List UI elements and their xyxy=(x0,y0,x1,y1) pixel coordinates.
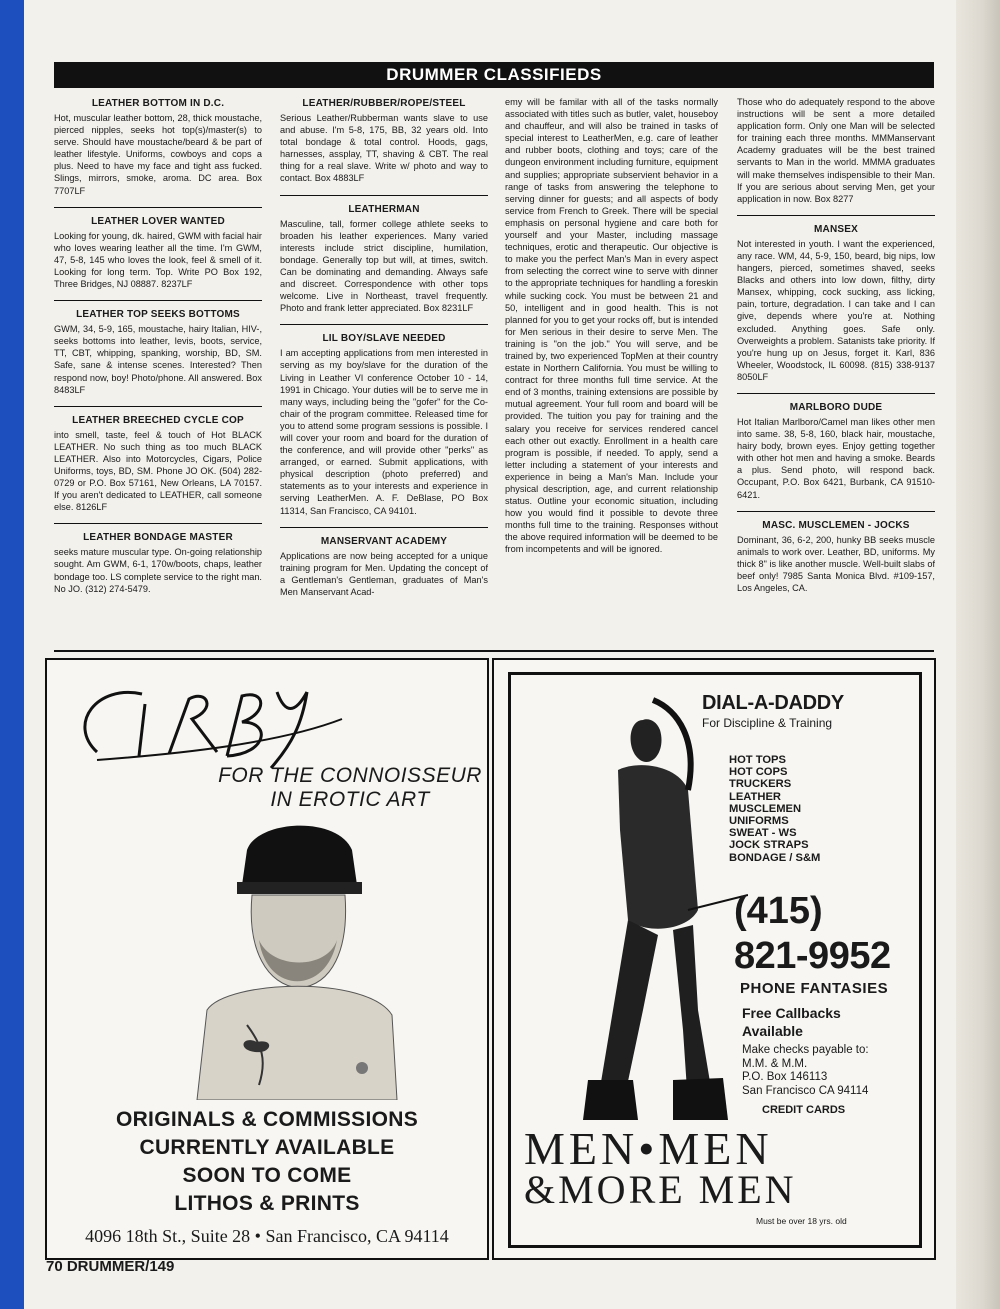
service-item: JOCK STRAPS xyxy=(729,839,809,852)
ad-separator xyxy=(280,527,488,528)
leatherman-illustration xyxy=(187,810,407,1100)
ad-separator xyxy=(54,300,262,301)
service-item: LEATHER xyxy=(729,790,781,803)
service-item: HOT TOPS xyxy=(729,754,786,766)
column-3 xyxy=(505,96,718,644)
phone-fantasies-label: PHONE FANTASIES xyxy=(740,980,889,997)
ad-body: GWM, 34, 5-9, 165, moustache, hairy Italian, HIV-, seeks bottoms into leather, levis, boots, service, TT, CBT, whipping, spanking, worship, BD, SM. Safe, sane & intense scenes. Interested? Then respond now, boy! Photo/phone. All answered. Box 8483LF xyxy=(54,324,262,395)
ad-body: Those who do adequately respond to the above instructions will be sent a more detailed application form. Only one Man will be selected for training each three months. MMManservant Academy graduates will be the best trained servants to Man in the world. MMMA graduates will make themselves indispensible to their Man. If you are serious about serving Men, get your application in now. Box 8277 xyxy=(737,97,935,204)
age-notice: Must be over 18 yrs. old xyxy=(756,1216,847,1226)
cirby-address: 4096 18th St., Suite 28 • San Francisco, CA 94114 xyxy=(85,1226,449,1246)
classified-ad xyxy=(737,511,935,594)
ad-title: LEATHER BOTTOM IN D.C. xyxy=(91,98,225,109)
section-divider xyxy=(54,650,934,652)
ad-body: Hot, muscular leather bottom, 28, thick moustache, pierced nipples, seeks hot top(s)/master(s) to serve. Should have moustache/beard & be part of leather lifestyle. Uniforms, cowboys and cops a plus. Need to have my face and tight ass fucked. Slings, mirrors, smoke, aroma. DC area. Box 7707LF xyxy=(54,113,262,196)
ad-body: seeks mature muscular type. On-going relationship sought. Am GWM, 6-1, 170w/boots, chaps, leather bondage too. LS complete service to the right man. No JO. (312) 274-5479. xyxy=(54,547,262,594)
ad-separator xyxy=(737,511,935,512)
ad-separator xyxy=(737,215,935,216)
ad-separator xyxy=(54,207,262,208)
ad-body: Applications are now being accepted for a unique training program for Men. Updating the concept of a Gentleman's Gentleman, graduates of Man's Men Manservant Acad- xyxy=(280,550,488,597)
classified-ad xyxy=(280,527,488,598)
cirby-line-3: SOON TO COME xyxy=(182,1164,352,1187)
ad-body: Masculine, tall, former college athlete seeks to broaden his leather experiences. Many varied interests include strict discipline, humilation, bondage. Generally top but will, at times, switch. Can be dominating and demanding. Always safe and discreet. Correspondence with other tops welcome. Live in Northeast, travel frequently. Photo and frank letter appreciated. Box 8231LF xyxy=(280,218,488,314)
phone-number: 821-9952 xyxy=(734,935,891,977)
classified-ad xyxy=(54,406,262,514)
classified-ad xyxy=(54,300,262,396)
ad-body: Dominant, 36, 6-2, 200, hunky BB seeks muscle animals to work over. Leather, BD, uniforms. My thick 8" is like another muscle. Well-built slabs of beef only! 7985 Santa Monica Blvd. #109-157, Los Angeles, CA. xyxy=(737,534,935,593)
column-4 xyxy=(737,96,935,644)
classified-ad xyxy=(505,96,718,556)
ad-body: emy will be familar with all of the tasks normally associated with titles such as butler, valet, houseboy and chauffeur, and will also be trained in tasks of special interest to LeatherMen, e.g. care of leather and rubber boots, clothing and toys; care of the dungeon environment including furniture, equipment and supplies; appropriate subservient behavior in a range of tasks from answering the telephone to serving dinner for guests; and all aspects of body service from French to Greek. There will be special emphasis on personal hygiene and care both for yourself and your Master, including massage techniques, erotic and therapeutic. Our objective is to make you the perfect Man's Man in every aspect from selecting the correct wine to serve with dinner to the appropriate techniques for handling a foreskin while sucking cock. You must be between 21 and 50, intelligent and in good health. This is not planned for you to get your rocks off, but is intended for Men serious in their desire to serve Men. The training is "on the job." You will serve, and be trained by, two experienced TopMen at their country estate in Northern California. You must be willing to contract for three months full time service. At the end of 3 months, training extensions are possible by mutual agreement. Your full room and board will be provided. The tuition you pay for training and the salary you receive for services rendered cancel each other out exactly. Enrollment in a health care program is possible, if needed. To apply, send a letter including a statement of your interests and experience in being a Man's Man. Include your physical description, age, and current relationship status. Outline your economic situation, including how you would find it possible to devote three months full time to the training. Responses without the above required information will be deemed to be from incompetents and will be ignored. xyxy=(505,97,718,555)
ad-body: Not interested in youth. I want the experienced, any race. WM, 44, 5-9, 150, beard, big nips, low hangers, pierced, sometimes shaved, seeks Blacks and others into low down, filthy, dirty Mansex, whipping, cock sucking, ass licking, pain, torture, degradation. I can take and I can give, depends where you're at. Nothing excluded. Anything goes. Safe only. Overweights a problem. Satanists take priority. If you're hung up on Jesus, forget it. Karl, 836 Wheeler, Woodstock, IL 60098. (815) 338-9137 8050LF xyxy=(737,238,935,382)
dial-a-daddy-subtitle: For Discipline & Training xyxy=(702,716,833,730)
ad-title: LIL BOY/SLAVE NEEDED xyxy=(322,333,446,345)
ad-separator xyxy=(54,406,262,407)
classified-ad xyxy=(280,324,488,516)
service-item: BONDAGE / S&M xyxy=(729,851,821,864)
area-code: (415) xyxy=(734,890,823,932)
ad-title: MANSEX xyxy=(814,223,858,235)
ad-title: MARLBORO DUDE xyxy=(789,401,883,413)
dial-a-daddy-advertisement xyxy=(492,658,936,1260)
ad-body: into smell, taste, feel & touch of Hot BLACK LEATHER. No such thing as too much BLACK LEATHER. Also into Motorcycles, Cigars, Police Uniforms, toys, BD, SM. Phone JO OK. (504) 282-0729 or P.O. Box 57161, New Orleans, LA 70157. If you aren't dedicated to LEATHER, call someone else. 8126LF xyxy=(54,429,262,513)
services-list xyxy=(729,754,820,864)
cirby-tagline-2: IN EROTIC ART xyxy=(270,788,430,811)
ad-title: MANSERVANT ACADEMY xyxy=(320,535,448,547)
classified-ad xyxy=(54,523,262,594)
ad-title: LEATHER BREECHED CYCLE COP xyxy=(72,414,244,426)
classified-ad xyxy=(280,195,488,315)
service-item: TRUCKERS xyxy=(729,778,792,791)
column-2 xyxy=(280,96,488,644)
ad-body: Serious Leather/Rubberman wants slave to use and abuse. I'm 5-8, 175, BB, 32 years old. Into total bondage & total control. Hoods, gags, harnesses, assplay, TT, shaving & CBT. The real thing for a real slave. Write w/ photo and way to contact. Box 4883LF xyxy=(280,113,488,184)
classified-ad xyxy=(54,98,262,197)
ad-separator xyxy=(280,195,488,196)
page-right-edge xyxy=(956,0,1000,1309)
free-callbacks xyxy=(742,1004,841,1040)
cirby-line-4: LITHOS & PRINTS xyxy=(174,1192,360,1215)
dial-a-daddy-title: DIAL-A-DADDY xyxy=(702,692,844,714)
credit-cards-label: CREDIT CARDS xyxy=(762,1104,846,1116)
men-men-brand: MEN•MEN xyxy=(524,1123,773,1174)
classified-ad xyxy=(737,393,935,501)
classifieds-header: DRUMMER CLASSIFIEDS xyxy=(54,62,934,88)
ad-separator xyxy=(737,393,935,394)
cirby-line-2: CURRENTLY AVAILABLE xyxy=(139,1136,395,1159)
cirby-line-1: ORIGINALS & COMMISSIONS xyxy=(115,1108,419,1131)
cirby-signature-logo xyxy=(57,664,357,774)
page-left-edge xyxy=(0,0,24,1309)
man-with-whip-photo xyxy=(548,680,748,1140)
free-callbacks-line-2: Available xyxy=(742,1023,803,1039)
checks-line: M.M. & M.M. xyxy=(742,1057,808,1070)
column-1 xyxy=(54,96,262,644)
classified-ad xyxy=(54,207,262,290)
more-men-brand: &MORE MEN xyxy=(524,1167,797,1212)
page-footer: 70 DRUMMER/149 xyxy=(46,1258,175,1275)
ad-title: LEATHERMAN xyxy=(348,203,420,215)
service-item: SWEAT - WS xyxy=(729,827,797,840)
free-callbacks-line-1: Free Callbacks xyxy=(742,1005,841,1021)
checks-line: P.O. Box 146113 xyxy=(742,1071,828,1083)
ad-body: I am accepting applications from men interested in serving as my boy/slave for the duration of the Living in Leather VI conference October 10 - 14, 1991 in Chicago. Your duties will be to serve me in many ways, including being the "gofer" for the Co-chair of the program committee. Released time for you to attend some program sessions is possible. I will cover your room and board for the duration of the conference, and will provide other "perks" as arranged, or earned. Submit applications, with physical description (photo preferred) and statements as to your interests and experience in serving LeatherMen. A. F. DeBlase, PO Box 11314, San Francisco, CA 94101. xyxy=(280,348,488,516)
classified-ad xyxy=(737,215,935,383)
ad-title: LEATHER BONDAGE MASTER xyxy=(83,532,233,544)
service-item: HOT COPS xyxy=(729,766,788,779)
classifieds-columns xyxy=(54,96,934,644)
ad-body: Hot Italian Marlboro/Camel man likes other men into same. 38, 5-8, 160, black hair, moustache, hairy body, brown eyes. Enjoy getting together with other hot men and having a smoke. Beards a plus. Send photo, will respond back. Occupant, P.O. Box 6421, Burbank, CA 91510-6421. xyxy=(737,416,935,500)
ad-title: MASC. MUSCLEMEN - JOCKS xyxy=(762,519,910,531)
ad-title: LEATHER TOP SEEKS BOTTOMS xyxy=(76,309,240,321)
ad-title: LEATHER LOVER WANTED xyxy=(91,215,225,227)
ad-separator xyxy=(280,324,488,325)
ad-title: LEATHER/RUBBER/ROPE/STEEL xyxy=(302,98,466,109)
service-item: UNIFORMS xyxy=(729,815,789,828)
checks-line: San Francisco CA 94114 xyxy=(742,1084,869,1097)
service-item: MUSCLEMEN xyxy=(729,802,802,815)
checks-line: Make checks payable to: xyxy=(742,1044,869,1056)
classified-ad xyxy=(737,96,935,205)
classified-ad xyxy=(280,98,488,185)
cirby-tagline-1: FOR THE CONNOISSEUR xyxy=(218,764,482,787)
checks-payable-block xyxy=(742,1044,869,1098)
cirby-advertisement xyxy=(45,658,489,1260)
ad-body: Looking for young, dk. haired, GWM with facial hair who loves wearing leather all the time. I'm GWM, 47, 5-8, 145 who loves the look, feel & smell of it. Looking for long term. Top. Write PO Box 192, Three Bridges, NJ 08887. 8237LF xyxy=(54,230,262,290)
ad-separator xyxy=(54,523,262,524)
